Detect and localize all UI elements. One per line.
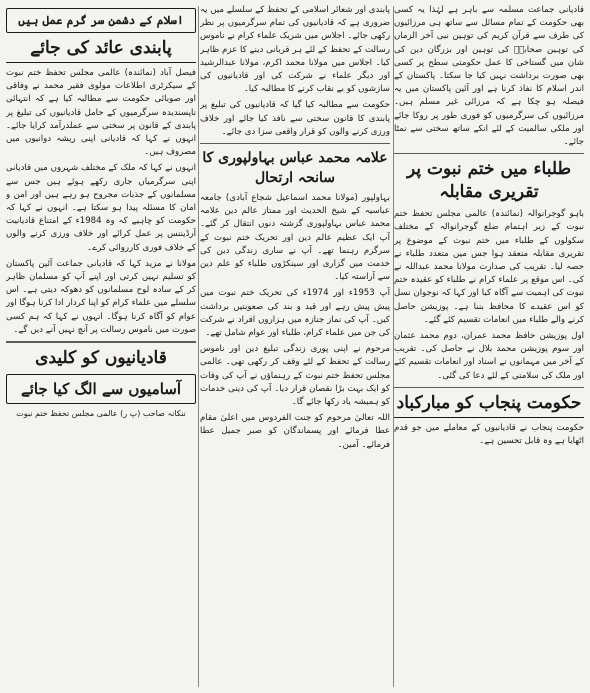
boxed-headline-remove-from-posts: آسامیوں سے الگ کیا جائے: [6, 374, 196, 404]
article-body: باہو گوجرانوالہ (نمائندہ) عالمی مجلس تحفظ ختم نبوت کے زیر اہتمام ضلع گوجرانوالہ کے مختلف سکولوں کے طلباء میں ختم نبوت کے موضوع پر تقریری مقابلہ منعقد ہوا جس میں متعدد طلباء نے حصہ لیا۔ تقریب کی صدارت مولانا محمد عبداللہ نے کی۔ اس موقع پر علماء کرام نے طلباء کو عقیدہ ختم نبوت کی اہمیت سے آگاہ کیا اور کہا کہ نوجوان نسل کو اس عقیدے کا محافظ بننا ہے۔ پوزیشن حاصل کرنے والے طلباء میں انعامات تقسیم کئے گئے۔: [394, 209, 584, 325]
article-body: مرحوم نے اپنی پوری زندگی تبلیغ دین اور ناموس رسالت کے تحفظ کے لئے وقف کر رکھی تھی۔ عالمی مجلس تحفظ ختم نبوت کے رہنماؤں نے آپ کی وفات کو ایک بہت بڑا نقصان قرار دیا۔ آپ کی دینی خدمات کو ہمیشہ یاد رکھا جائے گا۔: [200, 344, 390, 408]
article-body: قادیانی جماعت مسلمہ سے باہر ہے لہٰذا یہ کسی بھی حکومت کے تمام مسائل سے ساتھ ہی مرزائیوں کی طرف سے قرآن کریم کی توہین نبی آخر الزماں کی توہین صحابہؓ کی توہین اور بزرگان دین کی شان میں گستاخی کا عمل حکومتی سطح پر کسی بھی صورت برداشت نہیں کیا جا سکتا۔ پاکستان کے اندر اسلام کا نفاذ کرنا ہے اور آئین پاکستان میں یہ فیصلہ ہو چکا ہے کہ مرزائی غیر مسلم ہیں۔ مرزائیوں کی سرگرمیوں کو فوری طور پر روکا جائے اور ملکی سالمیت کے لئے انکے ساتھ سختی سے نمٹا جائے۔: [394, 5, 584, 148]
article-separator: [394, 387, 584, 388]
headline-congratulations: حکومت پنجاب کو مبارکباد: [394, 392, 584, 418]
headline-ban-demand: پابندی عائد کی جائے: [6, 37, 196, 63]
article-body: مولانا نے مزید کہا کہ قادیانی جماعت آئین پاکستان کو تسلیم نہیں کرتی اور اپنے آپ کو مسلمان ظاہر کر کے سادہ لوح مسلمانوں کو دھوکہ دیتی ہے۔ اس سلسلے میں علماء کرام کو اپنا کردار ادا کرنا ہوگا اور عوام کو آگاہ کرنا ہوگا۔ انہوں نے کہا کہ ہم کسی صورت میں ناموس رسالت پر آنچ نہیں آنے دیں گے۔: [6, 258, 196, 335]
article-body: اول پوزیشن حافظ محمد عمران، دوم محمد عثمان اور سوم پوزیشن محمد بلال نے حاصل کی۔ تقریب کے آخر میں مہمانوں نے اسناد اور انعامات تقسیم کئے اور ملک کی سلامتی کے لئے دعا کی گئی۔: [394, 331, 584, 381]
article-body: انہوں نے کہا کہ ملک کے مختلف شہروں میں قادیانی اپنی سرگرمیاں جاری رکھے ہوئے ہیں جس سے مسلمانوں کے جذبات مجروح ہو رہے ہیں اور امن و امان کا مسئلہ پیدا ہو سکتا ہے۔ انہوں نے کہا کہ حکومت کو چاہیے کہ وہ 1984ء کے امتناع قادیانیت آرڈیننس پر عمل کرائے اور خلاف ورزی کرنے والوں کے خلاف فوری کارروائی کرے۔: [6, 163, 196, 253]
headline-key-posts: قادیانیوں کو کلیدی: [35, 348, 167, 369]
article-body: آپ 1953ء اور 1974ء کی تحریک ختم نبوت میں پیش پیش رہے اور قید و بند کی صعوبتیں برداشت کیں۔ آپ کی نماز جنازہ میں ہزاروں افراد نے شرکت کی جن میں علماء کرام، طلباء اور عوام شامل تھے۔: [200, 288, 390, 339]
headline-speech-competition: طلباء میں ختم نبوت پر تقریری مقابلہ: [406, 159, 572, 203]
article-separator: [6, 341, 196, 343]
article-body: بہاولپور (مولانا محمد اسماعیل شجاع آبادی) جامعہ عباسیہ کے شیخ الحدیث اور ممتاز عالم دین علامہ محمد عباس بہاولپوری گزشتہ دنوں انتقال کر گئے۔ آپ ایک عظیم عالم دین اور تحریک ختم نبوت کے سرگرم رہنما تھے۔ آپ نے ساری زندگی دین کی خدمت میں گزاری اور سینکڑوں طلباء کو علم دین سے آراستہ کیا۔: [200, 193, 390, 283]
column-divider: [198, 6, 199, 687]
left-column: [6, 4, 196, 689]
article-body: حکومت پنجاب نے قادیانیوں کے معاملے میں جو قدم اٹھایا ہے وہ قابل تحسین ہے۔: [394, 422, 584, 447]
right-column: [394, 4, 584, 689]
article-separator: [394, 153, 584, 154]
article-body: اللہ تعالیٰ مرحوم کو جنت الفردوس میں اعلیٰ مقام عطا فرمائے اور پسماندگان کو صبر جمیل عطا فرمائے۔ آمین۔: [200, 413, 390, 450]
headline-obituary: علامہ محمد عباس بہاولپوری کا سانحہ ارتحال: [202, 150, 388, 187]
article-body: حکومت سے مطالبہ کیا گیا کہ قادیانیوں کی تبلیغ پر پابندی کا قانون سختی سے نافذ کیا جائے اور خلاف ورزی کرنے والوں کو قرار واقعی سزا دی جائے۔: [200, 100, 390, 137]
article-byline: ننکانہ صاحب (پ ر) عالمی مجلس تحفظ ختم نبوت: [16, 409, 186, 419]
article-body: پابندی اور شعائر اسلامی کے تحفظ کے سلسلے میں یہ ضروری ہے کہ قادیانیوں کی تمام سرگرمیوں پر نظر رکھی جائے۔ اجلاس میں شریک علماء کرام نے ناموس رسالت کے تحفظ کے لئے ہر قربانی دینے کا عزم ظاہر کیا۔ اجلاس میں مولانا محمد اکرم، مولانا عبدالرشید اور دیگر علماء نے شرکت کی اور قادیانیوں کی سازشوں کو بے نقاب کرنے کا مطالبہ کیا۔: [200, 5, 390, 95]
boxed-kicker-headline: اسلام کے دشمن سر گرم عمل ہیں: [6, 8, 196, 33]
middle-column: [200, 4, 390, 689]
article-body: فیصل آباد (نمائندہ) عالمی مجلس تحفظ ختم نبوت کے سیکرٹری اطلاعات مولوی فقیر محمد نے وفاقی اور صوبائی حکومت سے مطالبہ کیا ہے کہ انتہائی ناپسندیدہ سرگرمیوں کے حامل قادیانیوں کی تبلیغ پر پابندی کے قانون پر سختی سے عملدرآمد کرایا جائے۔ انہوں نے کہا کہ قادیانی اپنی ریشہ دوانیوں میں مصروف ہیں۔: [6, 68, 196, 158]
article-separator: [200, 143, 390, 144]
